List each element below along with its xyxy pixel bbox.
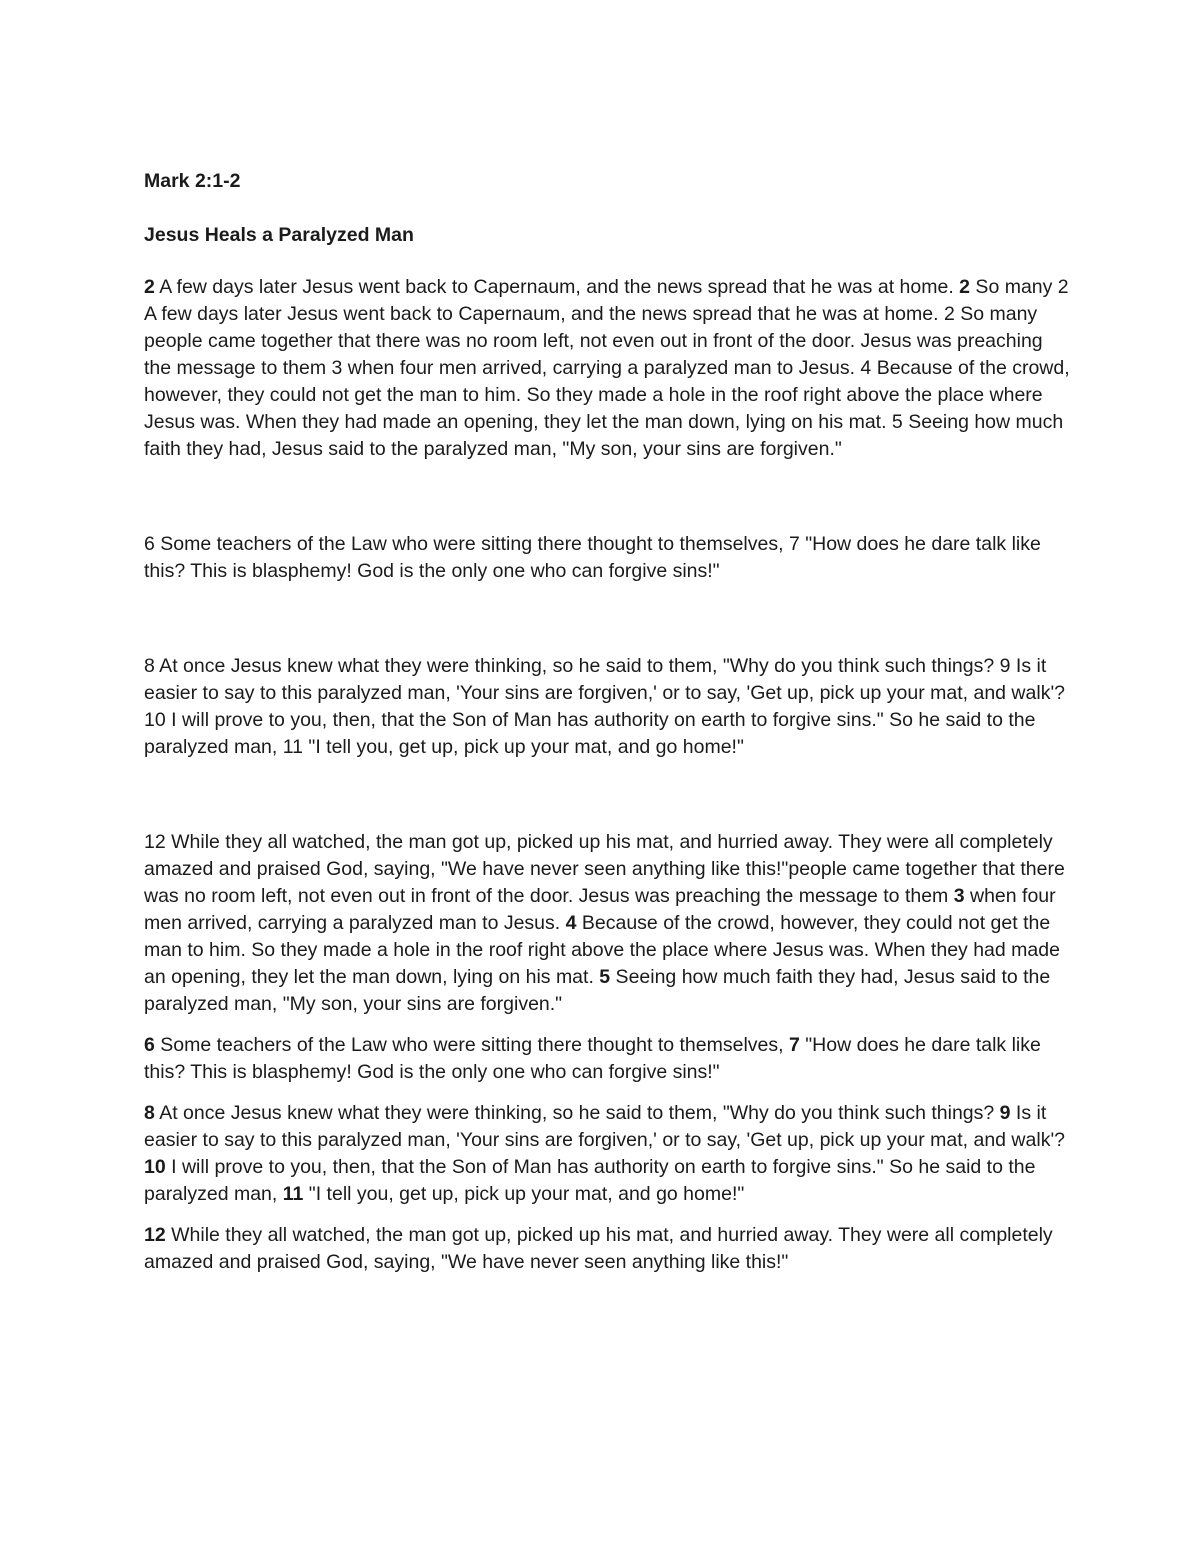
passage-paragraph <box>144 531 1074 585</box>
verse-text: Because of the crowd, however, they could not get the man to him. So they made a hole in the roof right above the place where Jesus was. When they had made an opening, they let the man down, lying on his mat. <box>144 912 1060 988</box>
verse-text: 6 Some teachers of the Law who were sitting there thought to themselves, 7 "How does he dare talk like this? This is blasphemy! God is the only one who can forgive sins!" <box>144 533 1041 582</box>
passage-paragraph <box>144 653 1074 761</box>
verse-text: when four men arrived, carrying a paralyzed man to Jesus. <box>144 885 1056 934</box>
verse-text: 12 While they all watched, the man got up, picked up his mat, and hurried away. They were all completely amazed and praised God, saying, "We have never seen anything like this!"people came together that there was no room left, not even out in front of the door. Jesus was preaching the message to them <box>144 831 1065 907</box>
verse-text: I will prove to you, then, that the Son of Man has authority on earth to forgive sins." So he said to the paralyzed man, <box>144 1156 1036 1205</box>
passage-paragraph <box>144 1222 1074 1276</box>
verse-number: 6 <box>144 1034 155 1056</box>
verse-text: While they all watched, the man got up, picked up his mat, and hurried away. They were all completely amazed and praised God, saying, "We have never seen anything like this!" <box>144 1224 1053 1273</box>
verse-text: A few days later Jesus went back to Capernaum, and the news spread that he was at home. <box>154 276 960 298</box>
verse-number: 12 <box>144 1224 166 1246</box>
verse-number: 9 <box>999 1102 1011 1124</box>
verse-number: 7 <box>788 1034 800 1056</box>
verse-number: 10 <box>144 1156 166 1178</box>
verse-text: So many 2 A few days later Jesus went back to Capernaum, and the news spread that he was at home. 2 So many people came together that there was no room left, not even out in front of the door. Jesus was preaching the message to them 3 when four men arrived, carrying a paralyzed man to Jesus. 4 Because of the crowd, however, they could not get the man to him. So they made a hole in the roof right above the place where Jesus was. When they had made an opening, they let the man down, lying on his mat. 5 Seeing how much faith they had, Jesus said to the paralyzed man, "My son, your sins are forgiven." <box>144 276 1070 460</box>
passage-paragraph <box>144 274 1074 463</box>
document-body <box>144 168 1074 1276</box>
passage-paragraph <box>144 1100 1074 1208</box>
verse-text: Is it easier to say to this paralyzed man, 'Your sins are forgiven,' or to say, 'Get up, pick up your mat, and walk'? <box>144 1102 1066 1151</box>
scripture-reference: Mark 2:1-2 <box>144 170 241 192</box>
verse-number: 4 <box>565 912 577 934</box>
passage-paragraphs <box>144 274 1074 1276</box>
verse-number: 3 <box>953 885 965 907</box>
passage-paragraph <box>144 1032 1074 1086</box>
passage-heading: Jesus Heals a Paralyzed Man <box>144 224 414 246</box>
verse-number: 2 <box>144 276 155 298</box>
verse-text: Some teachers of the Law who were sitting there thought to themselves, <box>154 1034 789 1056</box>
verse-number: 2 <box>959 276 971 298</box>
verse-number: 11 <box>282 1183 304 1205</box>
verse-text: "I tell you, get up, pick up your mat, and go home!" <box>303 1183 745 1205</box>
verse-number: 5 <box>599 966 611 988</box>
verse-text: 8 At once Jesus knew what they were thinking, so he said to them, "Why do you think such things? 9 Is it easier to say to this paralyzed man, 'Your sins are forgiven,' or to say, 'Get up, pick up your mat, and walk'? 10 I will prove to you, then, that the Son of Man has authority on earth to forgive sins." So he said to the paralyzed man, 11 "I tell you, get up, pick up your mat, and go home!" <box>144 655 1066 758</box>
verse-number: 8 <box>144 1102 155 1124</box>
passage-paragraph <box>144 829 1074 1018</box>
verse-text: At once Jesus knew what they were thinking, so he said to them, "Why do you think such things? <box>154 1102 1000 1124</box>
verse-text: Seeing how much faith they had, Jesus said to the paralyzed man, "My son, your sins are forgiven." <box>144 966 1051 1015</box>
verse-text: "How does he dare talk like this? This is blasphemy! God is the only one who can forgive sins!" <box>144 1034 1041 1083</box>
